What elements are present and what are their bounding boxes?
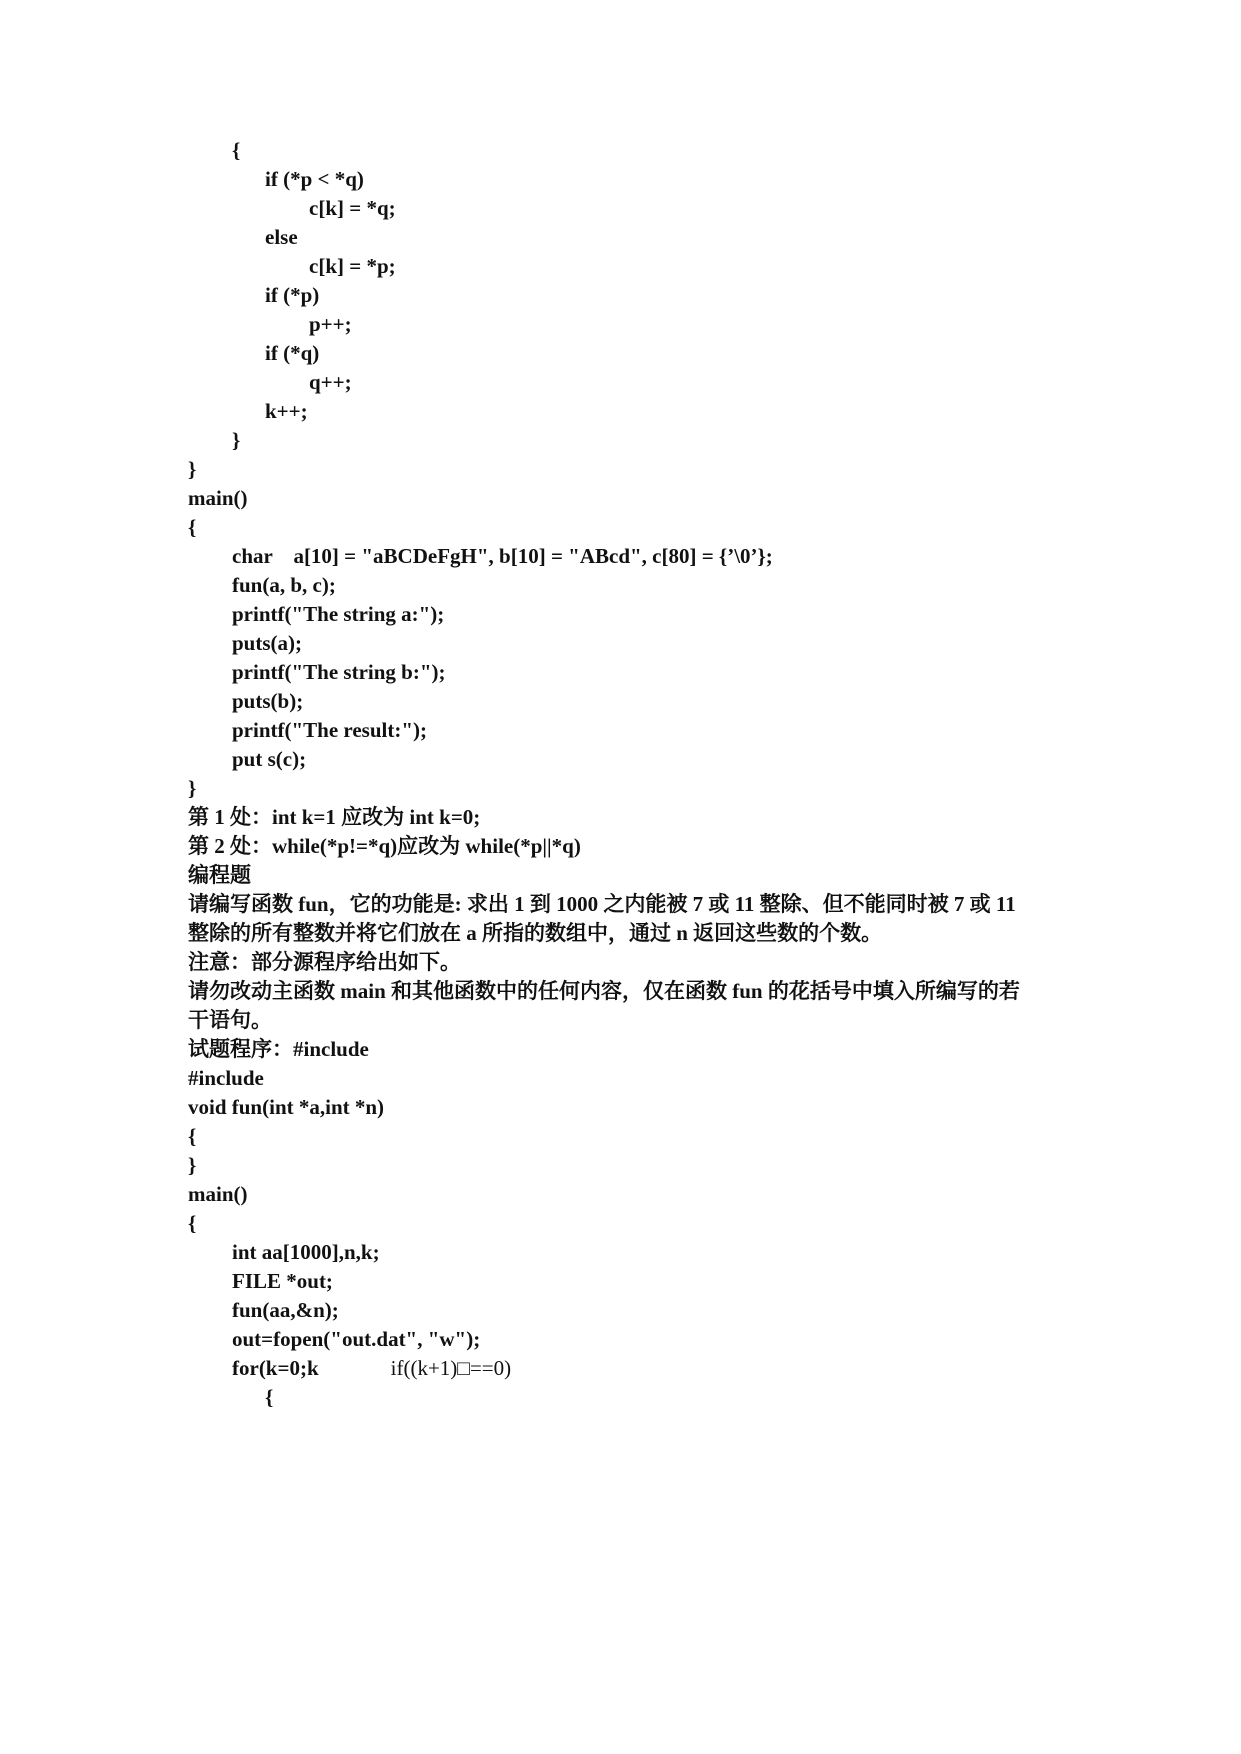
text-line: 注意：部分源程序给出如下。 bbox=[188, 950, 461, 974]
code-line: printf("The result:"); bbox=[232, 718, 427, 742]
code-line: { bbox=[188, 515, 197, 539]
code-line: fun(aa,&n); bbox=[232, 1298, 339, 1322]
text-line: 试题程序：#include bbox=[188, 1037, 369, 1061]
code-line: if (*q) bbox=[265, 341, 320, 365]
section-heading: 编程题 bbox=[188, 863, 251, 887]
code-line: put s(c); bbox=[232, 747, 307, 771]
code-line: c[k] = *q; bbox=[309, 196, 396, 220]
code-line: char a[10] = "aBCDeFgH", b[10] = "ABcd", c[80] = {’\0’}; bbox=[232, 544, 773, 568]
code-line: } bbox=[188, 457, 197, 481]
code-line: { bbox=[188, 1211, 197, 1235]
code-line: if (*p < *q) bbox=[265, 167, 364, 191]
code-line: { bbox=[232, 138, 241, 162]
code-line: if (*p) bbox=[265, 283, 320, 307]
code-line: } bbox=[232, 428, 241, 452]
code-line: k++; bbox=[265, 399, 308, 423]
code-line: printf("The string a:"); bbox=[232, 602, 445, 626]
text-line: 干语句。 bbox=[188, 1008, 272, 1032]
code-line: fun(a, b, c); bbox=[232, 573, 336, 597]
code-line: puts(a); bbox=[232, 631, 303, 655]
code-line: c[k] = *p; bbox=[309, 254, 396, 278]
text-line: 请勿改动主函数 main 和其他函数中的任何内容，仅在函数 fun 的花括号中填入所编写的若 bbox=[188, 979, 1020, 1003]
code-line: out=fopen("out.dat", "w"); bbox=[232, 1327, 481, 1351]
code-line: } bbox=[188, 1153, 197, 1177]
code-line: } bbox=[188, 776, 197, 800]
code-line: void fun(int *a,int *n) bbox=[188, 1095, 385, 1119]
code-line: { bbox=[265, 1385, 274, 1409]
text-line: 第 2 处：while(*p!=*q)应改为 while(*p||*q) bbox=[188, 834, 581, 858]
code-fragment: if((k+1)□==0) bbox=[390, 1356, 512, 1380]
code-line: #include bbox=[188, 1066, 264, 1090]
code-line: int aa[1000],n,k; bbox=[232, 1240, 380, 1264]
code-line: main() bbox=[188, 486, 248, 510]
code-line: main() bbox=[188, 1182, 248, 1206]
code-line: else bbox=[265, 225, 298, 249]
code-line: { bbox=[188, 1124, 197, 1148]
text-line: 请编写函数 fun，它的功能是: 求出 1 到 1000 之内能被 7 或 11 整除、但不能同时被 7 或 11 bbox=[188, 892, 1016, 916]
text-line: 第 1 处：int k=1 应改为 int k=0; bbox=[188, 805, 481, 829]
code-line: p++; bbox=[309, 312, 352, 336]
code-line: printf("The string b:"); bbox=[232, 660, 446, 684]
code-line: q++; bbox=[309, 370, 352, 394]
code-line: FILE *out; bbox=[232, 1269, 333, 1293]
code-line: puts(b); bbox=[232, 689, 304, 713]
code-fragment: for(k=0;k bbox=[232, 1356, 319, 1380]
text-line: 整除的所有整数并将它们放在 a 所指的数组中，通过 n 返回这些数的个数。 bbox=[188, 921, 883, 945]
code-line bbox=[232, 1354, 511, 1382]
